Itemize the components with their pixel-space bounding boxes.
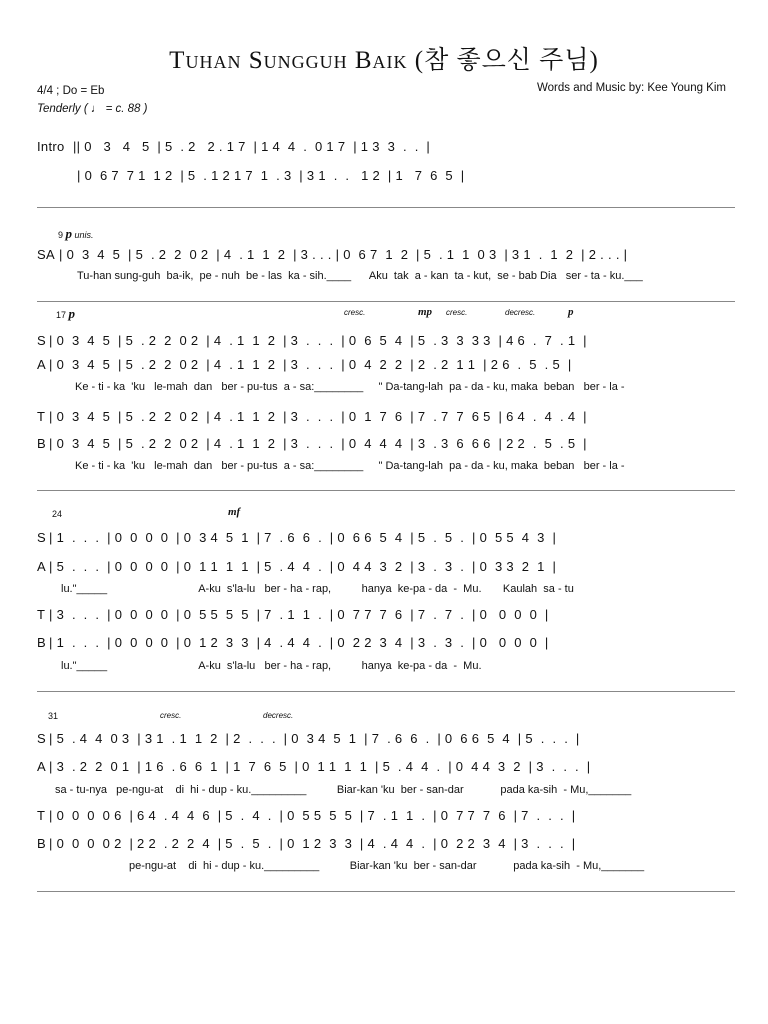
alto-notes: | 0 3 4 5 | 5 . 2 2 0 2 | 4 . 1 1 2 | 3 . . . | 0 4 2 2 | 2 . 2 1 1 | 2 6 . 5 . 5 |	[49, 357, 572, 372]
system-divider	[37, 490, 735, 491]
intro-notes-2: | 0 6 7 7 1 1 2 | 5 . 1 2 1 7 1 . 3 | 3 1 . . 1 2 | 1 7 6 5 |	[77, 168, 465, 183]
intro-line-1	[37, 139, 735, 155]
soprano-notes: | 5 . 4 4 0 3 | 3 1 . 1 1 2 | 2 . . . | 0 3 4 5 1 | 7 . 6 6 . | 0 6 6 5 4 | 5 . . . |	[49, 731, 580, 746]
part-label-sa: SA	[37, 247, 55, 262]
system-divider	[37, 691, 735, 692]
intro-label: Intro	[37, 139, 65, 154]
alto-row: A | 5 . . . | 0 0 0 0 | 0 1 1 1 1 | 5 . 4 4 . | 0 4 4 3 2 | 3 . 3 . | 0 3 3 2 1 |	[37, 559, 557, 574]
p-marking: p	[568, 306, 574, 318]
decresc-marking: decresc.	[263, 711, 294, 720]
sa-lyrics-31: sa - tu-nya pe-ngu-at di hi - dup - ku._________ Biar-kan 'ku ber - san-dar pada ka-sih - Mu,_______	[55, 784, 632, 796]
system-divider	[37, 301, 735, 302]
credits: Words and Music by: Kee Young Kim	[536, 82, 726, 94]
system-divider	[37, 891, 735, 892]
meta-left	[37, 82, 147, 118]
tenor-row: T | 0 3 4 5 | 5 . 2 2 0 2 | 4 . 1 1 2 | 3 . . . | 0 1 7 6 | 7 . 7 7 6 5 | 6 4 . 4 . 4 |	[37, 409, 587, 424]
song-title: Tuhan Sungguh Baik (참 좋으신 주님)	[169, 47, 599, 74]
tenor-notes: | 0 3 4 5 | 5 . 2 2 0 2 | 4 . 1 1 2 | 3 . . . | 0 1 7 6 | 7 . 7 7 6 5 | 6 4 . 4 . 4 |	[49, 409, 587, 424]
sa-lyrics-17: Ke - ti - ka 'ku le-mah dan ber - pu-tus a - sa:________ " Da-tang-lah pa - da - ku, maka beban ber - la -	[75, 381, 625, 393]
decresc-marking: decresc.	[505, 308, 536, 317]
measure-number-9: 9 p unis.	[58, 226, 94, 241]
mf-marking: mf	[228, 506, 241, 518]
soprano-row: S | 5 . 4 4 0 3 | 3 1 . 1 1 2 | 2 . . . | 0 3 4 5 1 | 7 . 6 6 . | 0 6 6 5 4 | 5 . . . |	[37, 731, 580, 746]
sa-notes: | 0 3 4 5 | 5 . 2 2 0 2 | 4 . 1 1 2 | 3 . . . | 0 6 7 1 2 | 5 . 1 1 0 3 | 3 1 . 1 2 | 2 . . . |	[59, 247, 628, 262]
alto-notes: | 5 . . . | 0 0 0 0 | 0 1 1 1 1 | 5 . 4 4 . | 0 4 4 3 2 | 3 . 3 . | 0 3 3 2 1 |	[49, 559, 557, 574]
cresc-marking: cresc.	[344, 308, 366, 317]
sa-part-row	[37, 247, 735, 263]
intro-line-2	[37, 168, 735, 184]
tb-lyrics-17: Ke - ti - ka 'ku le-mah dan ber - pu-tus a - sa:________ " Da-tang-lah pa - da - ku, maka beban ber - la -	[75, 460, 625, 472]
bass-notes: | 0 0 0 0 2 | 2 2 . 2 2 4 | 5 . 5 . | 0 1 2 3 3 | 4 . 4 4 . | 0 2 2 3 4 | 3 . . . |	[49, 836, 576, 851]
bass-notes: | 1 . . . | 0 0 0 0 | 0 1 2 3 3 | 4 . 4 4 . | 0 2 2 3 4 | 3 . 3 . | 0 0 0 0 |	[49, 635, 549, 650]
soprano-notes: | 1 . . . | 0 0 0 0 | 0 3 4 5 1 | 7 . 6 6 . | 0 6 6 5 4 | 5 . 5 . | 0 5 5 4 3 |	[49, 530, 557, 545]
sa-lyrics-24: lu."_____ A-ku s'la-lu ber - ha - rap, hanya ke-pa - da - Mu. Kaulah sa - tu	[61, 583, 574, 595]
cresc-marking-2: cresc.	[446, 308, 468, 317]
bass-row: B | 0 0 0 0 2 | 2 2 . 2 2 4 | 5 . 5 . | 0 1 2 3 3 | 4 . 4 4 . | 0 2 2 3 4 | 3 . . . |	[37, 836, 576, 851]
sa-lyrics: Tu-han sung-guh ba-ik, pe - nuh be - las ka - sih.____ Aku tak a - kan ta - kut, se - bab Dia ser - ta - ku.___	[77, 270, 643, 282]
system-divider	[37, 207, 735, 208]
bass-notes: | 0 3 4 5 | 5 . 2 2 0 2 | 4 . 1 1 2 | 3 . . . | 0 4 4 4 | 3 . 3 6 6 6 | 2 2 . 5 . 5 |	[49, 436, 587, 451]
alto-row: A | 3 . 2 2 0 1 | 1 6 . 6 6 1 | 1 7 6 5 | 0 1 1 1 1 | 5 . 4 4 . | 0 4 4 3 2 | 3 . . . |	[37, 759, 591, 774]
mp-marking: mp	[418, 306, 433, 318]
soprano-row: S | 1 . . . | 0 0 0 0 | 0 3 4 5 1 | 7 . 6 6 . | 0 6 6 5 4 | 5 . 5 . | 0 5 5 4 3 |	[37, 530, 557, 545]
intro-notes-1: || 0 3 4 5 | 5 . 2 2 . 1 7 | 1 4 4 . 0 1 7 | 1 3 3 . . |	[73, 139, 431, 154]
tb-lyrics-24: lu."_____ A-ku s'la-lu ber - ha - rap, hanya ke-pa - da - Mu.	[61, 660, 482, 672]
tenor-notes: | 3 . . . | 0 0 0 0 | 0 5 5 5 5 | 7 . 1 1 . | 0 7 7 7 6 | 7 . 7 . | 0 0 0 0 |	[49, 607, 549, 622]
measure-number-31: 31	[48, 711, 59, 721]
tb-lyrics-31: pe-ngu-at di hi - dup - ku._________ Biar-kan 'ku ber - san-dar pada ka-sih - Mu,_______	[129, 860, 645, 872]
cresc-marking: cresc.	[160, 711, 182, 720]
tenor-row: T | 3 . . . | 0 0 0 0 | 0 5 5 5 5 | 7 . 1 1 . | 0 7 7 7 6 | 7 . 7 . | 0 0 0 0 |	[37, 607, 549, 622]
alto-notes: | 3 . 2 2 0 1 | 1 6 . 6 6 1 | 1 7 6 5 | 0 1 1 1 1 | 5 . 4 4 . | 0 4 4 3 2 | 3 . . . |	[49, 759, 591, 774]
tenor-row: T | 0 0 0 0 6 | 6 4 . 4 4 6 | 5 . 4 . | 0 5 5 5 5 | 7 . 1 1 . | 0 7 7 7 6 | 7 . . . |	[37, 808, 576, 823]
measure-number-17: 17 p	[56, 306, 76, 321]
soprano-notes: | 0 3 4 5 | 5 . 2 2 0 2 | 4 . 1 1 2 | 3 . . . | 0 6 5 4 | 5 . 3 3 3 3 | 4 6 . 7 . 1 |	[49, 333, 587, 348]
bass-row: B | 1 . . . | 0 0 0 0 | 0 1 2 3 3 | 4 . 4 4 . | 0 2 2 3 4 | 3 . 3 . | 0 0 0 0 |	[37, 635, 549, 650]
measure-number-24: 24	[52, 509, 63, 519]
soprano-row: S | 0 3 4 5 | 5 . 2 2 0 2 | 4 . 1 1 2 | 3 . . . | 0 6 5 4 | 5 . 3 3 3 3 | 4 6 . 7 . 1 |	[37, 333, 587, 348]
key-signature: 4/4 ; Do = Eb	[37, 85, 105, 97]
alto-row: A | 0 3 4 5 | 5 . 2 2 0 2 | 4 . 1 1 2 | 3 . . . | 0 4 2 2 | 2 . 2 1 1 | 2 6 . 5 . 5 |	[37, 357, 572, 372]
tempo-marking: Tenderly ( ♩ = c. 88 )	[37, 103, 148, 115]
bass-row: B | 0 3 4 5 | 5 . 2 2 0 2 | 4 . 1 1 2 | 3 . . . | 0 4 4 4 | 3 . 3 6 6 6 | 2 2 . 5 . 5 |	[37, 436, 587, 451]
tenor-notes: | 0 0 0 0 6 | 6 4 . 4 4 6 | 5 . 4 . | 0 5 5 5 5 | 7 . 1 1 . | 0 7 7 7 6 | 7 . . . |	[49, 808, 576, 823]
